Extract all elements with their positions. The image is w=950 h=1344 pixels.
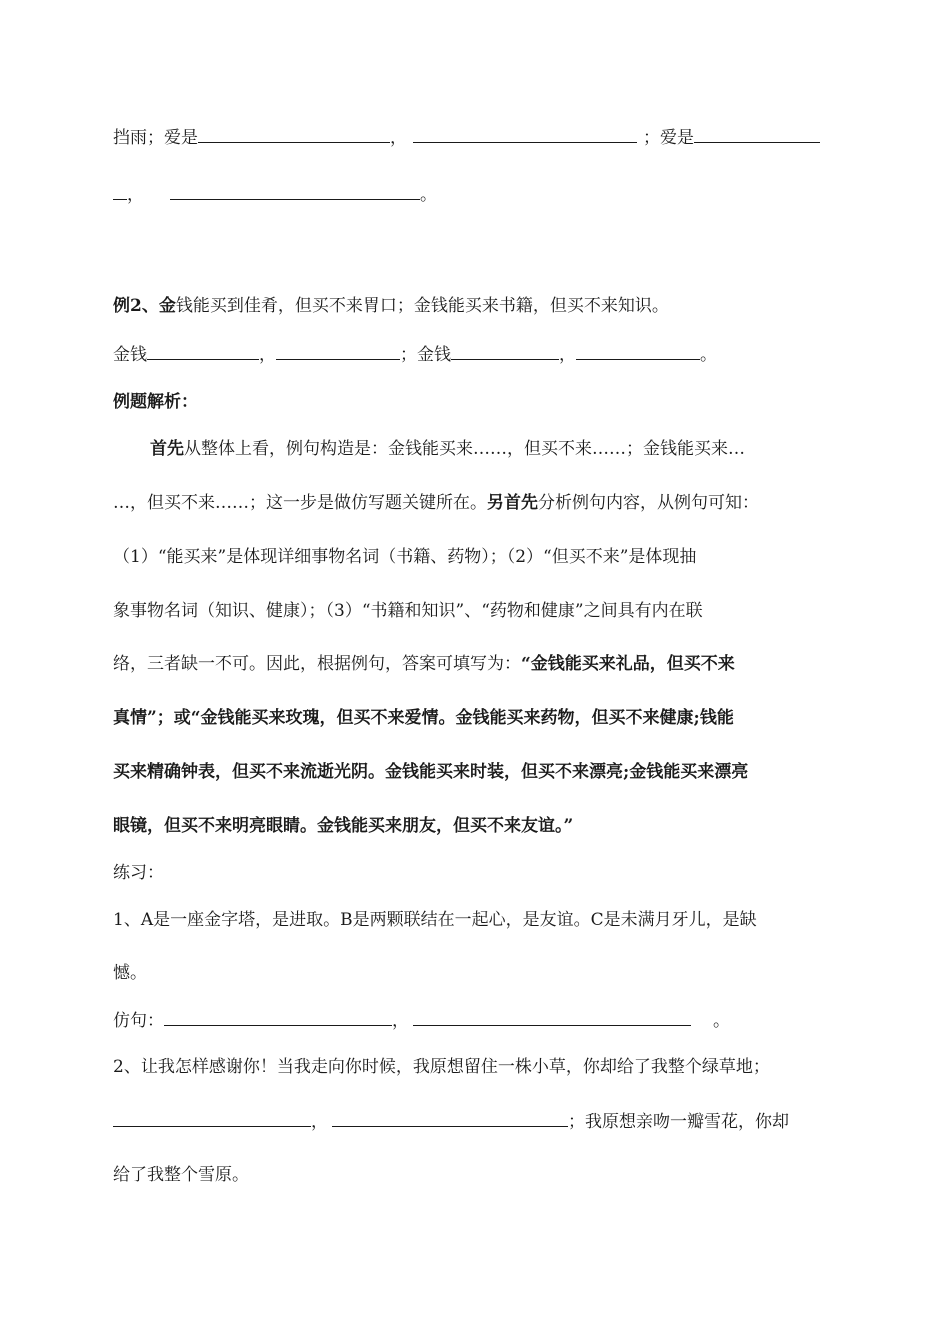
- blank-line[interactable]: [576, 342, 700, 360]
- analysis-line-1: [150, 437, 745, 461]
- practice-q1-line-2: 憾。: [113, 963, 147, 983]
- text: 。: [713, 1011, 730, 1031]
- blank-line[interactable]: [694, 125, 820, 143]
- practice-q2-line-3: 给了我整个雪原。: [113, 1165, 249, 1185]
- top-fill-line-1: [113, 125, 820, 150]
- text: 挡雨；爱是: [113, 128, 198, 148]
- text: ，: [559, 345, 576, 365]
- text: 另首先: [487, 493, 538, 513]
- analysis-line-6: 真情”；或“金钱能买来玫瑰，但买不来爱情。金钱能买来药物，但买不来健康;钱能: [113, 708, 734, 728]
- blank-line[interactable]: [164, 1008, 392, 1026]
- example-2-label: 例2、金: [113, 296, 176, 316]
- analysis-line-3: （1）“能买来”是体现详细事物名词（书籍、药物）；（2）“但买不来”是体现抽: [113, 547, 697, 567]
- text: ；爱是: [643, 128, 694, 148]
- example-2-sentence: [113, 294, 669, 318]
- top-fill-line-2: [113, 182, 437, 207]
- blank-line[interactable]: [113, 1109, 311, 1127]
- analysis-line-8: 眼镜，但买不来明亮眼睛。金钱能买来朋友，但买不来友谊。”: [113, 816, 574, 836]
- analysis-line-5: [113, 652, 735, 676]
- analysis-line-4: 象事物名词（知识、健康）；（3）“书籍和知识”、“药物和健康”之间具有内在联: [113, 601, 703, 621]
- text: ，: [311, 1112, 328, 1132]
- practice-q1-fill-line: [113, 1008, 730, 1033]
- practice-heading: 练习：: [113, 863, 164, 883]
- blank-line[interactable]: [170, 182, 420, 200]
- blank-line[interactable]: [413, 125, 637, 143]
- text: 络，三者缺一不可。因此，根据例句，答案可填写为：: [113, 654, 521, 674]
- text: ，: [127, 185, 144, 205]
- text: “金钱能买来礼品，但买不来: [521, 654, 735, 674]
- blank-line[interactable]: [451, 342, 559, 360]
- blank-line[interactable]: [113, 182, 127, 200]
- blank-line[interactable]: [332, 1109, 568, 1127]
- example-2-text: 钱能买到佳肴，但买不来胃口；金钱能买来书籍，但买不来知识。: [175, 296, 669, 316]
- example-2-fill-line: [113, 342, 717, 367]
- text: ；金钱: [400, 345, 451, 365]
- practice-q2-fill-line: [113, 1109, 789, 1134]
- analysis-line-2: [113, 491, 759, 515]
- analysis-heading: 例题解析：: [113, 392, 198, 412]
- analysis-line-7: 买来精确钟表，但买不来流逝光阴。金钱能买来时装，但买不来漂亮;金钱能买来漂亮: [113, 762, 749, 782]
- text: 。: [700, 345, 717, 365]
- text: 首先: [150, 439, 184, 459]
- practice-q2-line-1: 2、让我怎样感谢你！当我走向你时候，我原想留住一株小草，你却给了我整个绿草地；: [113, 1057, 770, 1077]
- text: ，: [392, 1011, 409, 1031]
- text: 仿句：: [113, 1011, 164, 1031]
- text: 金钱: [113, 345, 147, 365]
- text: 。: [420, 185, 437, 205]
- text: …，但买不来……；这一步是做仿写题关键所在。: [113, 493, 487, 513]
- text: ，: [390, 128, 407, 148]
- text: ；我原想亲吻一瓣雪花，你却: [568, 1112, 789, 1132]
- text: ，: [259, 345, 276, 365]
- practice-q1-line-1: 1、A是一座金字塔，是进取。B是两颗联结在一起心，是友谊。C是未满月牙儿，是缺: [113, 910, 757, 930]
- text: 分析例句内容，从例句可知：: [538, 493, 759, 513]
- text: 从整体上看，例句构造是：金钱能买来……，但买不来……；金钱能买来…: [184, 439, 745, 459]
- blank-line[interactable]: [198, 125, 390, 143]
- blank-line[interactable]: [413, 1008, 691, 1026]
- blank-line[interactable]: [147, 342, 259, 360]
- blank-line[interactable]: [276, 342, 400, 360]
